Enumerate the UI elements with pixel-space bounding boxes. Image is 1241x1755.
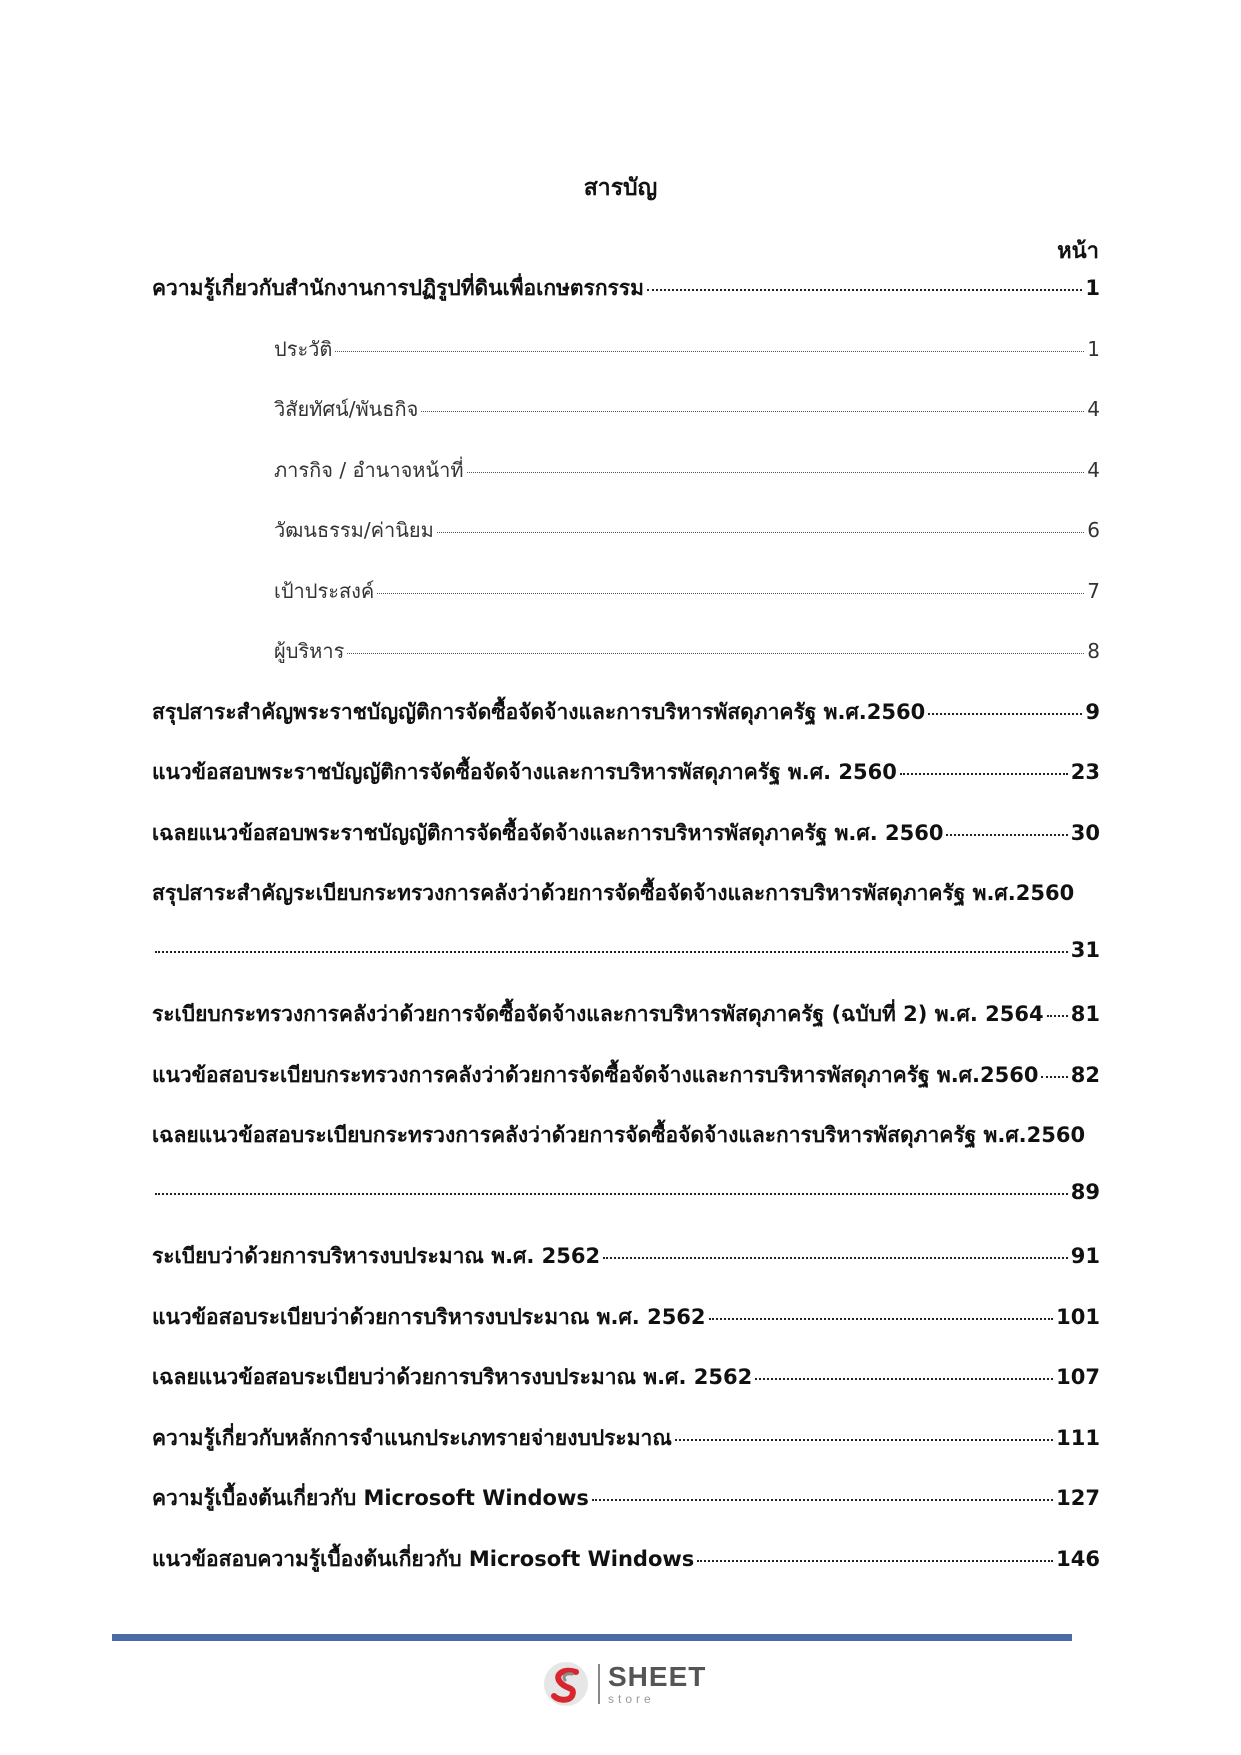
toc-entry[interactable] (152, 1482, 1100, 1515)
toc-entry-label: เฉลยแนวข้อสอบระเบียบว่าด้วยการบริหารงบประมาณ พ.ศ. 2562 (152, 1365, 753, 1389)
toc-leader-dots (421, 411, 1084, 412)
toc-leader-dots (347, 653, 1084, 654)
toc-leader-dots (1041, 1076, 1067, 1078)
toc-entry[interactable] (152, 1422, 1100, 1455)
toc-leader-dots (946, 834, 1067, 836)
toc-entry-label: วิสัยทัศน์/พันธกิจ (274, 397, 419, 421)
toc-leader-dots (155, 1193, 1068, 1195)
toc-entry-page: 146 (1056, 1546, 1100, 1571)
toc-entry[interactable] (152, 1301, 1100, 1334)
toc-entry-page: 82 (1070, 1062, 1100, 1087)
sheet-store-logo (542, 1660, 706, 1708)
toc-entry-page: 1 (1087, 336, 1100, 361)
toc-entry-page: 111 (1056, 1425, 1100, 1450)
toc-entry[interactable] (152, 756, 1100, 789)
toc-entry-page: 8 (1087, 639, 1100, 663)
logo-separator (598, 1664, 600, 1704)
toc-entry-label: ผู้บริหาร (274, 639, 345, 663)
toc-entry[interactable] (152, 1543, 1100, 1576)
toc-entry-page: 127 (1056, 1486, 1100, 1510)
toc-leader-dots (755, 1378, 1053, 1380)
toc-entry[interactable] (152, 1240, 1100, 1273)
toc-entry-label: ประวัติ (274, 336, 333, 361)
toc-entry-label: สรุปสาระสำคัญพระราชบัญญัติการจัดซื้อจัดจ้างและการบริหารพัสดุภาครัฐ พ.ศ.2560 (152, 699, 926, 724)
toc-entry-page: 4 (1087, 397, 1100, 421)
toc-leader-dots (928, 713, 1082, 715)
toc-leader-dots (467, 472, 1085, 473)
toc-entry-label: แนวข้อสอบระเบียบว่าด้วยการบริหารงบประมาณ พ.ศ. 2562 (152, 1304, 706, 1329)
footer-divider (112, 1634, 1072, 1641)
toc-entry[interactable] (152, 272, 1100, 305)
toc-entry-page: 31 (1070, 937, 1100, 962)
toc-leader-dots (155, 951, 1068, 953)
toc-entry-page: 1 (1085, 276, 1100, 300)
sheet-store-logo-icon (542, 1660, 590, 1708)
toc-entry[interactable] (152, 817, 1100, 850)
toc-leader-dots (377, 593, 1084, 594)
toc-entry-page: 23 (1070, 760, 1100, 784)
toc-entry[interactable] (152, 1059, 1100, 1092)
toc-entry-page: 101 (1056, 1304, 1100, 1329)
toc-entry-label: เป้าประสงค์ (274, 578, 375, 603)
toc-leader-dots (592, 1499, 1053, 1501)
toc-entry[interactable] (274, 575, 1100, 607)
toc-entry[interactable] (274, 454, 1100, 486)
page-column-header: หน้า (1057, 239, 1099, 264)
toc-entry-page: 9 (1085, 699, 1100, 724)
toc-entry-label: แนวข้อสอบพระราชบัญญัติการจัดซื้อจัดจ้างและการบริหารพัสดุภาครัฐ พ.ศ. 2560 (152, 760, 897, 784)
toc-entry-label: ระเบียบว่าด้วยการบริหารงบประมาณ พ.ศ. 2562 (152, 1244, 601, 1268)
toc-entry-label: ความรู้เกี่ยวกับหลักการจำแนกประเภทรายจ่ายงบประมาณ (152, 1425, 672, 1450)
toc-entry-page: 91 (1070, 1244, 1100, 1268)
toc-entry-label: เฉลยแนวข้อสอบพระราชบัญญัติการจัดซื้อจัดจ้างและการบริหารพัสดุภาครัฐ พ.ศ. 2560 (152, 820, 944, 845)
toc-entry[interactable] (152, 1361, 1100, 1394)
toc-entry[interactable] (274, 514, 1100, 546)
toc-entry-page: 6 (1087, 518, 1100, 542)
toc-leader-dots (647, 289, 1082, 291)
toc-entry-label: ระเบียบกระทรวงการคลังว่าด้วยการจัดซื้อจัดจ้างและการบริหารพัสดุภาครัฐ (ฉบับที่ 2) พ.ศ. 2564 (152, 1002, 1044, 1026)
toc-entry-page: 30 (1070, 820, 1100, 845)
toc-entry-page: 81 (1070, 1002, 1100, 1026)
toc-entry[interactable] (152, 998, 1100, 1031)
toc-entry-page: 7 (1087, 578, 1100, 603)
logo-brand: SHEET (608, 1661, 707, 1692)
toc-entry[interactable] (152, 1180, 1100, 1204)
toc-entry[interactable] (152, 938, 1100, 962)
toc-leader-dots (900, 773, 1068, 775)
toc-entry-page: 107 (1056, 1365, 1100, 1389)
toc-entry[interactable] (152, 696, 1100, 729)
toc-leader-dots (675, 1439, 1053, 1441)
toc-entry-label: แนวข้อสอบระเบียบกระทรวงการคลังว่าด้วยการจัดซื้อจัดจ้างและการบริหารพัสดุภาครัฐ พ.ศ.2560 (152, 1062, 1039, 1087)
toc-entry[interactable] (274, 393, 1100, 425)
toc-entry-label: วัฒนธรรม/ค่านิยม (274, 518, 434, 542)
toc-leader-dots (1047, 1015, 1068, 1017)
logo-wordmark (608, 1663, 706, 1705)
logo-brand-sub: store (608, 1692, 655, 1706)
toc-leader-dots (709, 1318, 1054, 1320)
toc-entry-label: แนวข้อสอบความรู้เบื้องต้นเกี่ยวกับ Microsoft Windows (152, 1546, 695, 1571)
toc-entry[interactable] (274, 333, 1100, 365)
toc-leader-dots (335, 351, 1084, 352)
toc-entry[interactable] (274, 635, 1100, 667)
toc-entry-label: เฉลยแนวข้อสอบระเบียบกระทรวงการคลังว่าด้วยการจัดซื้อจัดจ้างและการบริหารพัสดุภาครัฐ พ.ศ.2560 (152, 1123, 1086, 1147)
toc-entry-label: สรุปสาระสำคัญระเบียบกระทรวงการคลังว่าด้วยการจัดซื้อจัดจ้างและการบริหารพัสดุภาครัฐ พ.ศ.2560 (152, 881, 1075, 905)
toc-entry-label: ความรู้เบื้องต้นเกี่ยวกับ Microsoft Windows (152, 1486, 589, 1510)
toc-entry-page: 4 (1087, 457, 1100, 482)
toc-leader-dots (697, 1560, 1053, 1562)
toc-leader-dots (603, 1257, 1068, 1259)
toc-entry-label: ภารกิจ / อำนาจหน้าที่ (274, 457, 464, 482)
toc-entry-page: 89 (1070, 1179, 1100, 1204)
toc-leader-dots (437, 532, 1085, 533)
toc-entry-label: ความรู้เกี่ยวกับสำนักงานการปฏิรูปที่ดินเพื่อเกษตรกรรม (152, 276, 644, 300)
page-title: สารบัญ (583, 175, 658, 201)
